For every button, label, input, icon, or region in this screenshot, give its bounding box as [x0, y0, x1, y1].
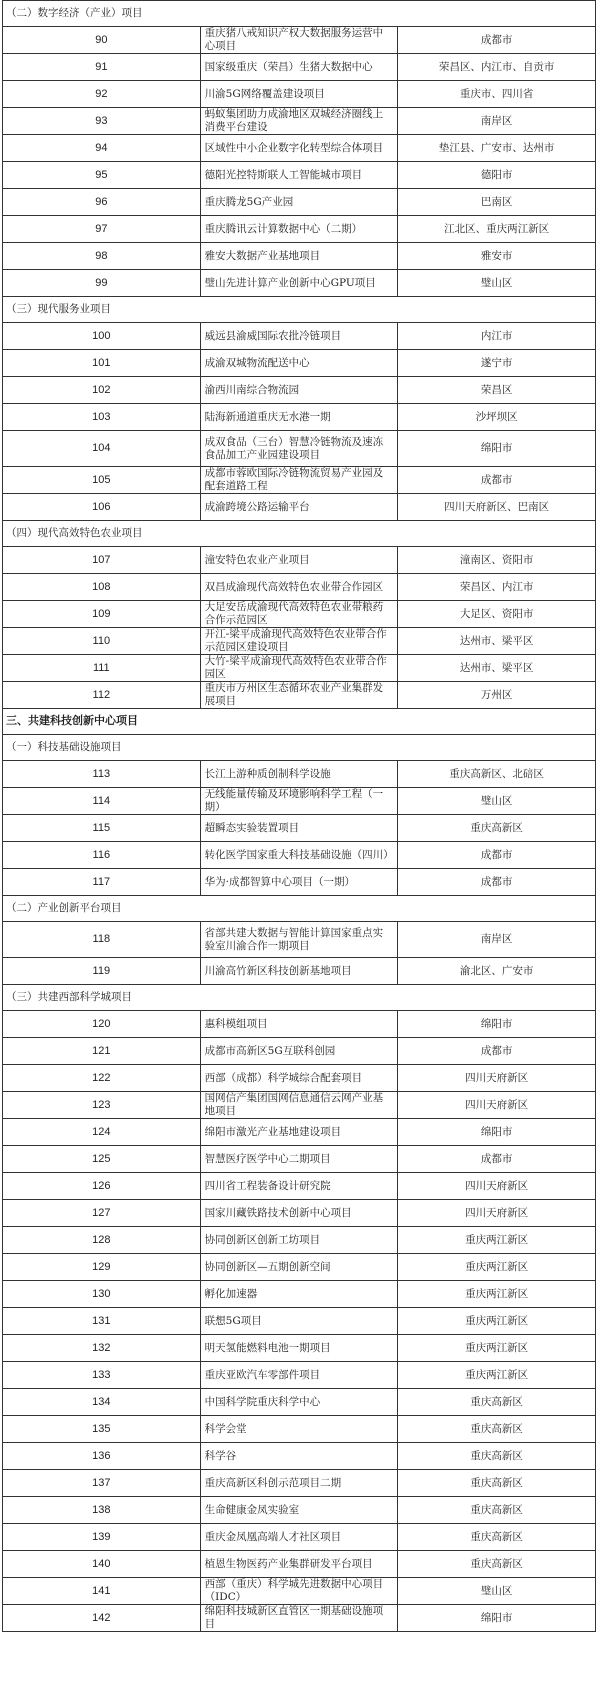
project-location: 成都市 — [398, 869, 596, 896]
project-name: 区域性中小企业数字化转型综合体项目 — [200, 135, 398, 162]
table-row — [3, 1119, 596, 1146]
project-location: 重庆市、四川省 — [398, 81, 596, 108]
table-row — [3, 788, 596, 815]
project-location: 达州市、梁平区 — [398, 628, 596, 655]
project-location: 四川天府新区、巴南区 — [398, 494, 596, 521]
project-location: 潼南区、资阳市 — [398, 547, 596, 574]
project-location: 成都市 — [398, 1146, 596, 1173]
table-row — [3, 270, 596, 297]
project-location: 绵阳市 — [398, 1119, 596, 1146]
project-location: 江北区、重庆两江新区 — [398, 216, 596, 243]
table-row — [3, 323, 596, 350]
row-number: 141 — [3, 1578, 201, 1605]
table-row — [3, 628, 596, 655]
project-location: 遂宁市 — [398, 350, 596, 377]
project-location: 绵阳市 — [398, 1011, 596, 1038]
project-location: 南岸区 — [398, 108, 596, 135]
section-row — [3, 896, 596, 922]
project-location: 重庆两江新区 — [398, 1254, 596, 1281]
table-row — [3, 601, 596, 628]
row-number: 129 — [3, 1254, 201, 1281]
project-name: 大竹-梁平成渝现代高效特色农业带合作园区 — [200, 655, 398, 682]
project-name: 成双食品（三台）智慧冷链物流及速冻食品加工产业园建设项目 — [200, 431, 398, 467]
row-number: 123 — [3, 1092, 201, 1119]
project-name: 成渝跨境公路运输平台 — [200, 494, 398, 521]
row-number: 134 — [3, 1389, 201, 1416]
project-name: 科学会堂 — [200, 1416, 398, 1443]
table-row — [3, 1011, 596, 1038]
project-name: 成都市高新区5G互联科创园 — [200, 1038, 398, 1065]
row-number: 137 — [3, 1470, 201, 1497]
project-location: 绵阳市 — [398, 1605, 596, 1632]
project-name: 华为·成都智算中心项目（一期） — [200, 869, 398, 896]
table-row — [3, 1254, 596, 1281]
row-number: 142 — [3, 1605, 201, 1632]
row-number: 100 — [3, 323, 201, 350]
row-number: 110 — [3, 628, 201, 655]
row-number: 97 — [3, 216, 201, 243]
section-title: （一）科技基础设施项目 — [3, 735, 596, 761]
section-row — [3, 735, 596, 761]
project-name: 重庆亚欧汽车零部件项目 — [200, 1362, 398, 1389]
project-location: 重庆高新区 — [398, 1443, 596, 1470]
major-section-row — [3, 709, 596, 735]
project-location: 成都市 — [398, 27, 596, 54]
project-location: 万州区 — [398, 682, 596, 709]
row-number: 138 — [3, 1497, 201, 1524]
row-number: 96 — [3, 189, 201, 216]
table-row — [3, 1335, 596, 1362]
project-name: 西部（重庆）科学城先进数据中心项目（IDC） — [200, 1578, 398, 1605]
row-number: 132 — [3, 1335, 201, 1362]
project-location: 重庆高新区 — [398, 1551, 596, 1578]
row-number: 105 — [3, 467, 201, 494]
project-name: 德阳光控特斯联人工智能城市项目 — [200, 162, 398, 189]
table-row — [3, 1173, 596, 1200]
row-number: 102 — [3, 377, 201, 404]
table-row — [3, 431, 596, 467]
table-row — [3, 574, 596, 601]
project-name: 转化医学国家重大科技基础设施（四川） — [200, 842, 398, 869]
project-location: 重庆高新区 — [398, 1389, 596, 1416]
project-name: 绵阳科技城新区直管区一期基础设施项目 — [200, 1605, 398, 1632]
table-row — [3, 108, 596, 135]
project-location: 璧山区 — [398, 1578, 596, 1605]
row-number: 98 — [3, 243, 201, 270]
table-row — [3, 1578, 596, 1605]
project-location: 重庆高新区 — [398, 1470, 596, 1497]
row-number: 103 — [3, 404, 201, 431]
major-section-title: 三、共建科技创新中心项目 — [3, 709, 596, 735]
project-location: 荣昌区、内江市 — [398, 574, 596, 601]
row-number: 92 — [3, 81, 201, 108]
table-row — [3, 1524, 596, 1551]
row-number: 112 — [3, 682, 201, 709]
table-row — [3, 350, 596, 377]
project-table-body — [3, 1, 596, 1632]
project-name: 成都市蓉欧国际冷链物流贸易产业园及配套道路工程 — [200, 467, 398, 494]
row-number: 114 — [3, 788, 201, 815]
project-location: 重庆两江新区 — [398, 1227, 596, 1254]
table-row — [3, 216, 596, 243]
table-row — [3, 243, 596, 270]
project-location: 南岸区 — [398, 922, 596, 958]
project-name: 川渝高竹新区科技创新基地项目 — [200, 958, 398, 985]
project-name: 重庆金凤凰高端人才社区项目 — [200, 1524, 398, 1551]
project-name: 孵化加速器 — [200, 1281, 398, 1308]
section-title: （三）现代服务业项目 — [3, 297, 596, 323]
table-row — [3, 922, 596, 958]
project-location: 重庆两江新区 — [398, 1308, 596, 1335]
table-row — [3, 189, 596, 216]
row-number: 101 — [3, 350, 201, 377]
project-location: 四川天府新区 — [398, 1092, 596, 1119]
row-number: 124 — [3, 1119, 201, 1146]
table-row — [3, 842, 596, 869]
table-row — [3, 1308, 596, 1335]
section-row — [3, 297, 596, 323]
project-name: 智慧医疗医学中心二期项目 — [200, 1146, 398, 1173]
table-row — [3, 1470, 596, 1497]
project-name: 长江上游种质创制科学设施 — [200, 761, 398, 788]
project-name: 重庆猪八戒知识产权大数据服务运营中心项目 — [200, 27, 398, 54]
project-location: 沙坪坝区 — [398, 404, 596, 431]
project-location: 重庆高新区 — [398, 1524, 596, 1551]
project-location: 垫江县、广安市、达州市 — [398, 135, 596, 162]
section-row — [3, 1, 596, 27]
project-location: 荣昌区 — [398, 377, 596, 404]
project-name: 重庆市万州区生态循环农业产业集群发展项目 — [200, 682, 398, 709]
project-location: 成都市 — [398, 467, 596, 494]
table-row — [3, 1092, 596, 1119]
row-number: 122 — [3, 1065, 201, 1092]
table-row — [3, 958, 596, 985]
row-number: 95 — [3, 162, 201, 189]
table-row — [3, 655, 596, 682]
project-name: 明天氢能燃料电池一期项目 — [200, 1335, 398, 1362]
project-location: 重庆高新区 — [398, 1416, 596, 1443]
project-name: 重庆腾讯云计算数据中心（二期） — [200, 216, 398, 243]
row-number: 126 — [3, 1173, 201, 1200]
row-number: 139 — [3, 1524, 201, 1551]
table-row — [3, 1065, 596, 1092]
table-row — [3, 1551, 596, 1578]
project-location: 雅安市 — [398, 243, 596, 270]
row-number: 99 — [3, 270, 201, 297]
row-number: 125 — [3, 1146, 201, 1173]
table-row — [3, 54, 596, 81]
project-table — [2, 0, 596, 1632]
row-number: 133 — [3, 1362, 201, 1389]
project-location: 重庆高新区 — [398, 815, 596, 842]
table-row — [3, 761, 596, 788]
project-location: 绵阳市 — [398, 431, 596, 467]
table-row — [3, 1227, 596, 1254]
row-number: 117 — [3, 869, 201, 896]
table-row — [3, 682, 596, 709]
project-location: 大足区、资阳市 — [398, 601, 596, 628]
row-number: 94 — [3, 135, 201, 162]
section-title: （二）数字经济（产业）项目 — [3, 1, 596, 27]
project-name: 绵阳市激光产业基地建设项目 — [200, 1119, 398, 1146]
row-number: 104 — [3, 431, 201, 467]
table-row — [3, 869, 596, 896]
project-location: 四川天府新区 — [398, 1200, 596, 1227]
row-number: 93 — [3, 108, 201, 135]
project-name: 重庆腾龙5G产业园 — [200, 189, 398, 216]
row-number: 128 — [3, 1227, 201, 1254]
project-location: 重庆两江新区 — [398, 1335, 596, 1362]
project-name: 省部共建大数据与智能计算国家重点实验室川渝合作一期项目 — [200, 922, 398, 958]
project-location: 达州市、梁平区 — [398, 655, 596, 682]
project-name: 威远县渝威国际农批冷链项目 — [200, 323, 398, 350]
row-number: 127 — [3, 1200, 201, 1227]
project-name: 中国科学院重庆科学中心 — [200, 1389, 398, 1416]
section-title: （二）产业创新平台项目 — [3, 896, 596, 922]
row-number: 136 — [3, 1443, 201, 1470]
row-number: 121 — [3, 1038, 201, 1065]
project-location: 重庆高新区 — [398, 1497, 596, 1524]
table-row — [3, 81, 596, 108]
project-name: 超瞬态实验装置项目 — [200, 815, 398, 842]
row-number: 135 — [3, 1416, 201, 1443]
row-number: 106 — [3, 494, 201, 521]
row-number: 118 — [3, 922, 201, 958]
row-number: 113 — [3, 761, 201, 788]
project-name: 西部（成都）科学城综合配套项目 — [200, 1065, 398, 1092]
project-name: 植恩生物医药产业集群研发平台项目 — [200, 1551, 398, 1578]
table-row — [3, 1146, 596, 1173]
section-title: （四）现代高效特色农业项目 — [3, 521, 596, 547]
project-location: 成都市 — [398, 842, 596, 869]
table-row — [3, 1038, 596, 1065]
project-location: 德阳市 — [398, 162, 596, 189]
project-name: 开江-梁平成渝现代高效特色农业带合作示范园区建设项目 — [200, 628, 398, 655]
project-name: 国家级重庆（荣昌）生猪大数据中心 — [200, 54, 398, 81]
row-number: 91 — [3, 54, 201, 81]
table-row — [3, 377, 596, 404]
table-row — [3, 1389, 596, 1416]
project-name: 川渝5G网络覆盖建设项目 — [200, 81, 398, 108]
table-row — [3, 27, 596, 54]
row-number: 115 — [3, 815, 201, 842]
project-name: 大足安岳成渝现代高效特色农业带粮药合作示范园区 — [200, 601, 398, 628]
project-location: 重庆两江新区 — [398, 1281, 596, 1308]
row-number: 140 — [3, 1551, 201, 1578]
project-location: 璧山区 — [398, 270, 596, 297]
project-name: 联想5G项目 — [200, 1308, 398, 1335]
table-row — [3, 1416, 596, 1443]
project-name: 协同创新区—五期创新空间 — [200, 1254, 398, 1281]
project-name: 蚂蚁集团助力成渝地区双城经济圈线上消费平台建设 — [200, 108, 398, 135]
project-name: 协同创新区创新工坊项目 — [200, 1227, 398, 1254]
section-row — [3, 521, 596, 547]
project-location: 荣昌区、内江市、自贡市 — [398, 54, 596, 81]
project-name: 陆海新通道重庆无水港一期 — [200, 404, 398, 431]
project-name: 潼安特色农业产业项目 — [200, 547, 398, 574]
project-name: 璧山先进计算产业创新中心GPU项目 — [200, 270, 398, 297]
row-number: 108 — [3, 574, 201, 601]
project-name: 国网信产集团国网信息通信云网产业基地项目 — [200, 1092, 398, 1119]
project-name: 渝西川南综合物流园 — [200, 377, 398, 404]
project-location: 巴南区 — [398, 189, 596, 216]
table-row — [3, 1443, 596, 1470]
project-name: 生命健康金凤实验室 — [200, 1497, 398, 1524]
table-row — [3, 547, 596, 574]
project-name: 双昌成渝现代高效特色农业带合作园区 — [200, 574, 398, 601]
table-row — [3, 162, 596, 189]
project-location: 四川天府新区 — [398, 1065, 596, 1092]
project-name: 国家川藏铁路技术创新中心项目 — [200, 1200, 398, 1227]
row-number: 111 — [3, 655, 201, 682]
row-number: 130 — [3, 1281, 201, 1308]
row-number: 131 — [3, 1308, 201, 1335]
table-row — [3, 1281, 596, 1308]
project-name: 无线能量传输及环境影响科学工程（一期） — [200, 788, 398, 815]
row-number: 119 — [3, 958, 201, 985]
project-name: 重庆高新区科创示范项目二期 — [200, 1470, 398, 1497]
table-row — [3, 494, 596, 521]
project-location: 四川天府新区 — [398, 1173, 596, 1200]
row-number: 109 — [3, 601, 201, 628]
table-row — [3, 1200, 596, 1227]
project-name: 成渝双城物流配送中心 — [200, 350, 398, 377]
table-row — [3, 1362, 596, 1389]
project-location: 璧山区 — [398, 788, 596, 815]
row-number: 90 — [3, 27, 201, 54]
row-number: 107 — [3, 547, 201, 574]
project-location: 重庆高新区、北碚区 — [398, 761, 596, 788]
table-row — [3, 404, 596, 431]
project-location: 重庆两江新区 — [398, 1362, 596, 1389]
row-number: 116 — [3, 842, 201, 869]
project-location: 成都市 — [398, 1038, 596, 1065]
row-number: 120 — [3, 1011, 201, 1038]
project-name: 四川省工程装备设计研究院 — [200, 1173, 398, 1200]
project-location: 渝北区、广安市 — [398, 958, 596, 985]
project-name: 惠科模组项目 — [200, 1011, 398, 1038]
table-row — [3, 467, 596, 494]
table-row — [3, 1605, 596, 1632]
table-row — [3, 815, 596, 842]
project-location: 内江市 — [398, 323, 596, 350]
section-title: （三）共建西部科学城项目 — [3, 985, 596, 1011]
table-row — [3, 1497, 596, 1524]
project-name: 雅安大数据产业基地项目 — [200, 243, 398, 270]
project-name: 科学谷 — [200, 1443, 398, 1470]
section-row — [3, 985, 596, 1011]
table-row — [3, 135, 596, 162]
